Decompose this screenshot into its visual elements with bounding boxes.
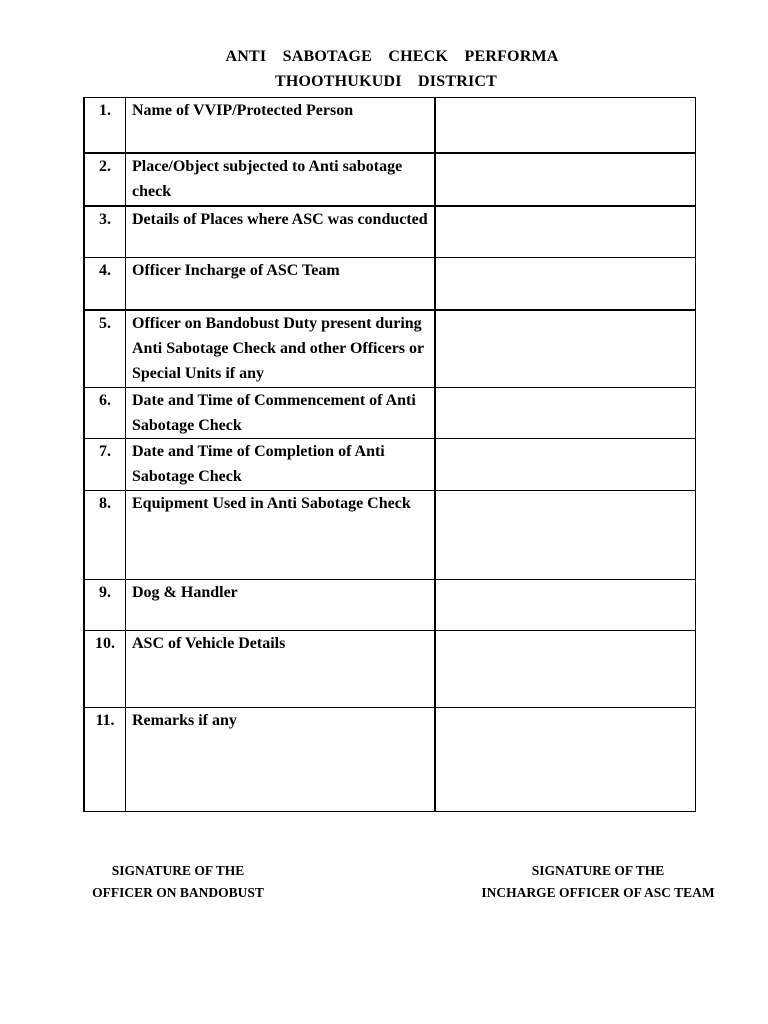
row-label: ASC of Vehicle Details [126, 630, 436, 707]
row-value-field[interactable] [435, 579, 696, 630]
row-number: 9. [84, 579, 126, 630]
row-value-field[interactable] [435, 630, 696, 707]
table-row [84, 153, 696, 206]
row-label: Place/Object subjected to Anti sabotage check [126, 153, 436, 206]
table-row [84, 257, 696, 310]
row-number: 3. [84, 206, 126, 258]
row-label: Details of Places where ASC was conducted [126, 206, 436, 258]
asc-form-table [83, 97, 696, 812]
row-number: 5. [84, 310, 126, 388]
row-number: 7. [84, 439, 126, 491]
row-label: Equipment Used in Anti Sabotage Check [126, 490, 436, 579]
row-number: 1. [84, 98, 126, 154]
row-number: 2. [84, 153, 126, 206]
row-value-field[interactable] [435, 153, 696, 206]
row-label: Officer Incharge of ASC Team [126, 257, 436, 310]
signature-block-bandobust-officer [85, 860, 271, 904]
row-value-field[interactable] [435, 206, 696, 258]
table-row [84, 707, 696, 811]
row-number: 11. [84, 707, 126, 811]
table-row [84, 98, 696, 154]
row-label: Officer on Bandobust Duty present during Anti Sabotage Check and other Officers or Special Units if any [126, 310, 436, 388]
signature-role: OFFICER ON BANDOBUST [92, 885, 264, 900]
signature-line: SIGNATURE OF THE [111, 863, 245, 878]
row-value-field[interactable] [435, 490, 696, 579]
row-label: Name of VVIP/Protected Person [126, 98, 436, 154]
row-label: Date and Time of Completion of Anti Sabotage Check [126, 439, 436, 491]
table-row [84, 490, 696, 579]
district-title: THOOTHUKUDI DISTRICT [274, 73, 498, 90]
row-number: 6. [84, 387, 126, 439]
row-value-field[interactable] [435, 439, 696, 491]
signature-block-asc-incharge [472, 860, 724, 904]
row-label: Remarks if any [126, 707, 436, 811]
row-number: 10. [84, 630, 126, 707]
row-number: 4. [84, 257, 126, 310]
signature-role: INCHARGE OFFICER OF ASC TEAM [481, 885, 715, 900]
row-value-field[interactable] [435, 257, 696, 310]
form-title: ANTI SABOTAGE CHECK PERFORMA [225, 48, 559, 65]
row-number: 8. [84, 490, 126, 579]
table-row [84, 206, 696, 258]
table-row [84, 630, 696, 707]
row-value-field[interactable] [435, 387, 696, 439]
signature-line: SIGNATURE OF THE [531, 863, 665, 878]
table-row [84, 310, 696, 388]
table-row [84, 387, 696, 439]
table-row [84, 439, 696, 491]
row-label: Dog & Handler [126, 579, 436, 630]
row-label: Date and Time of Commencement of Anti Sabotage Check [126, 387, 436, 439]
row-value-field[interactable] [435, 98, 696, 154]
table-row [84, 579, 696, 630]
row-value-field[interactable] [435, 310, 696, 388]
row-value-field[interactable] [435, 707, 696, 811]
